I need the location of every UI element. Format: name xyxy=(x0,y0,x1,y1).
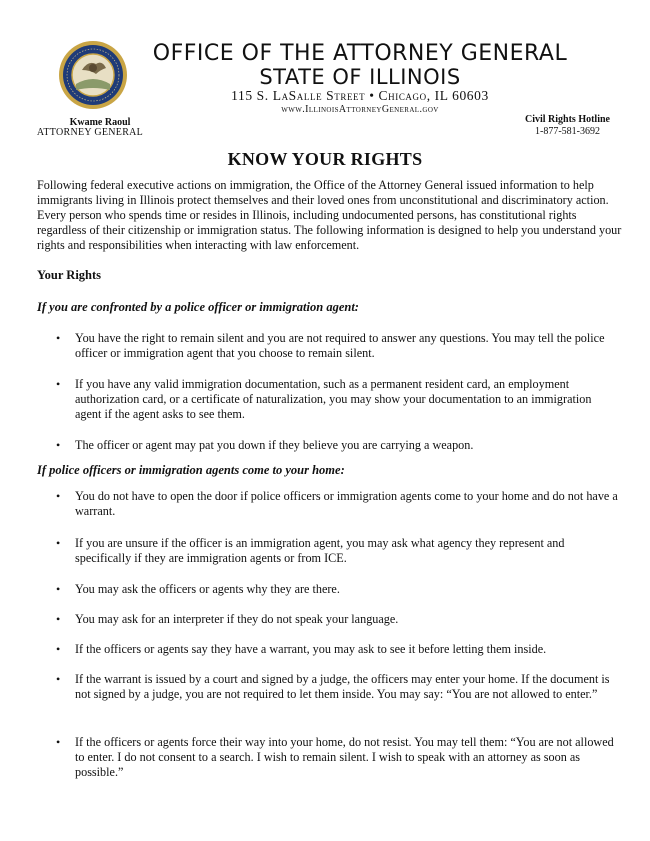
list-item-text: If the officers or agents force their way into your home, do not resist. You may tell them: “You are not allowed to enter. I do not consent to a search. I wish to remain silent. I wish to speak with an attorney as soon as possible.” xyxy=(75,735,614,779)
attorney-general-seal xyxy=(58,40,128,110)
subheading-home: If police officers or immigration agents come to your home: xyxy=(37,463,345,477)
bullet-icon: • xyxy=(56,377,61,391)
list-item-text: You may ask for an interpreter if they do not speak your language. xyxy=(75,612,399,626)
attorney-general-name: Kwame Raoul xyxy=(69,117,131,128)
list-item xyxy=(56,377,620,422)
bullet-icon: • xyxy=(56,612,61,626)
list-item-text: The officer or agent may pat you down if they believe you are carrying a weapon. xyxy=(75,438,474,452)
bullet-icon: • xyxy=(56,489,61,503)
list-item-text: If the warrant is issued by a court and signed by a judge, the officers may enter your home. If the document is not signed by a judge, you are not required to let them inside. You may say: “You are not allowed to enter.” xyxy=(75,672,610,701)
list-item xyxy=(56,582,620,597)
bullet-icon: • xyxy=(56,331,61,345)
bullet-icon: • xyxy=(56,672,61,686)
list-item xyxy=(56,489,620,519)
list-item-text: You do not have to open the door if police officers or immigration agents come to your home and do not have a warrant. xyxy=(75,489,618,518)
hotline-number: 1-877-581-3692 xyxy=(535,126,600,137)
list-item xyxy=(56,672,620,702)
list-item xyxy=(56,642,620,657)
subheading-confronted: If you are confronted by a police officer or immigration agent: xyxy=(37,300,359,314)
bullet-icon: • xyxy=(56,536,61,550)
bullet-icon: • xyxy=(56,438,61,452)
intro-paragraph: Following federal executive actions on immigration, the Office of the Attorney General issued information to help immigrants living in Illinois protect themselves and their loved ones from unconstitutional and discriminatory action. Every person who spends time or resides in Illinois, including undocumented persons, has constitutional rights regardless of their citizenship or immigration status. The following information is designed to help you understand your rights and responsibilities when interacting with law enforcement. xyxy=(37,178,622,252)
bullet-icon: • xyxy=(56,642,61,656)
list-item xyxy=(56,536,620,566)
list-item xyxy=(56,612,620,627)
hotline-title: Civil Rights Hotline xyxy=(524,114,610,125)
list-item-text: If you have any valid immigration documentation, such as a permanent resident card, an employment authorization card, or a certificate of naturalization, you may show your documentation to an immigration agent if the agent asks to see them. xyxy=(75,377,592,421)
state-title: STATE OF ILLINOIS xyxy=(259,65,461,89)
section-heading-your-rights: Your Rights xyxy=(37,268,102,282)
list-item xyxy=(56,438,620,453)
seal-emblem-icon xyxy=(58,40,128,110)
list-item-text: If the officers or agents say they have a warrant, you may ask to see it before letting them inside. xyxy=(75,642,547,656)
list-item-text: If you are unsure if the officer is an immigration agent, you may ask what agency they represent and specifically if they are immigration agents or from ICE. xyxy=(75,536,565,565)
bullet-icon: • xyxy=(56,735,61,749)
list-item xyxy=(56,331,620,361)
website-link[interactable]: www.IllinoisAttorneyGeneral.gov xyxy=(281,104,439,115)
bullet-icon: • xyxy=(56,582,61,596)
list-item xyxy=(56,735,620,780)
office-title: OFFICE OF THE ATTORNEY GENERAL xyxy=(152,41,568,66)
attorney-general-title: ATTORNEY GENERAL xyxy=(36,127,144,138)
list-item-text: You may ask the officers or agents why they are there. xyxy=(75,582,340,596)
office-address: 115 S. LaSalle Street • Chicago, IL 60603 xyxy=(231,88,489,103)
page-title: KNOW YOUR RIGHTS xyxy=(227,149,423,169)
list-item-text: You have the right to remain silent and you are not required to answer any questions. You may tell the police officer or immigration agent that you choose to remain silent. xyxy=(75,331,605,360)
